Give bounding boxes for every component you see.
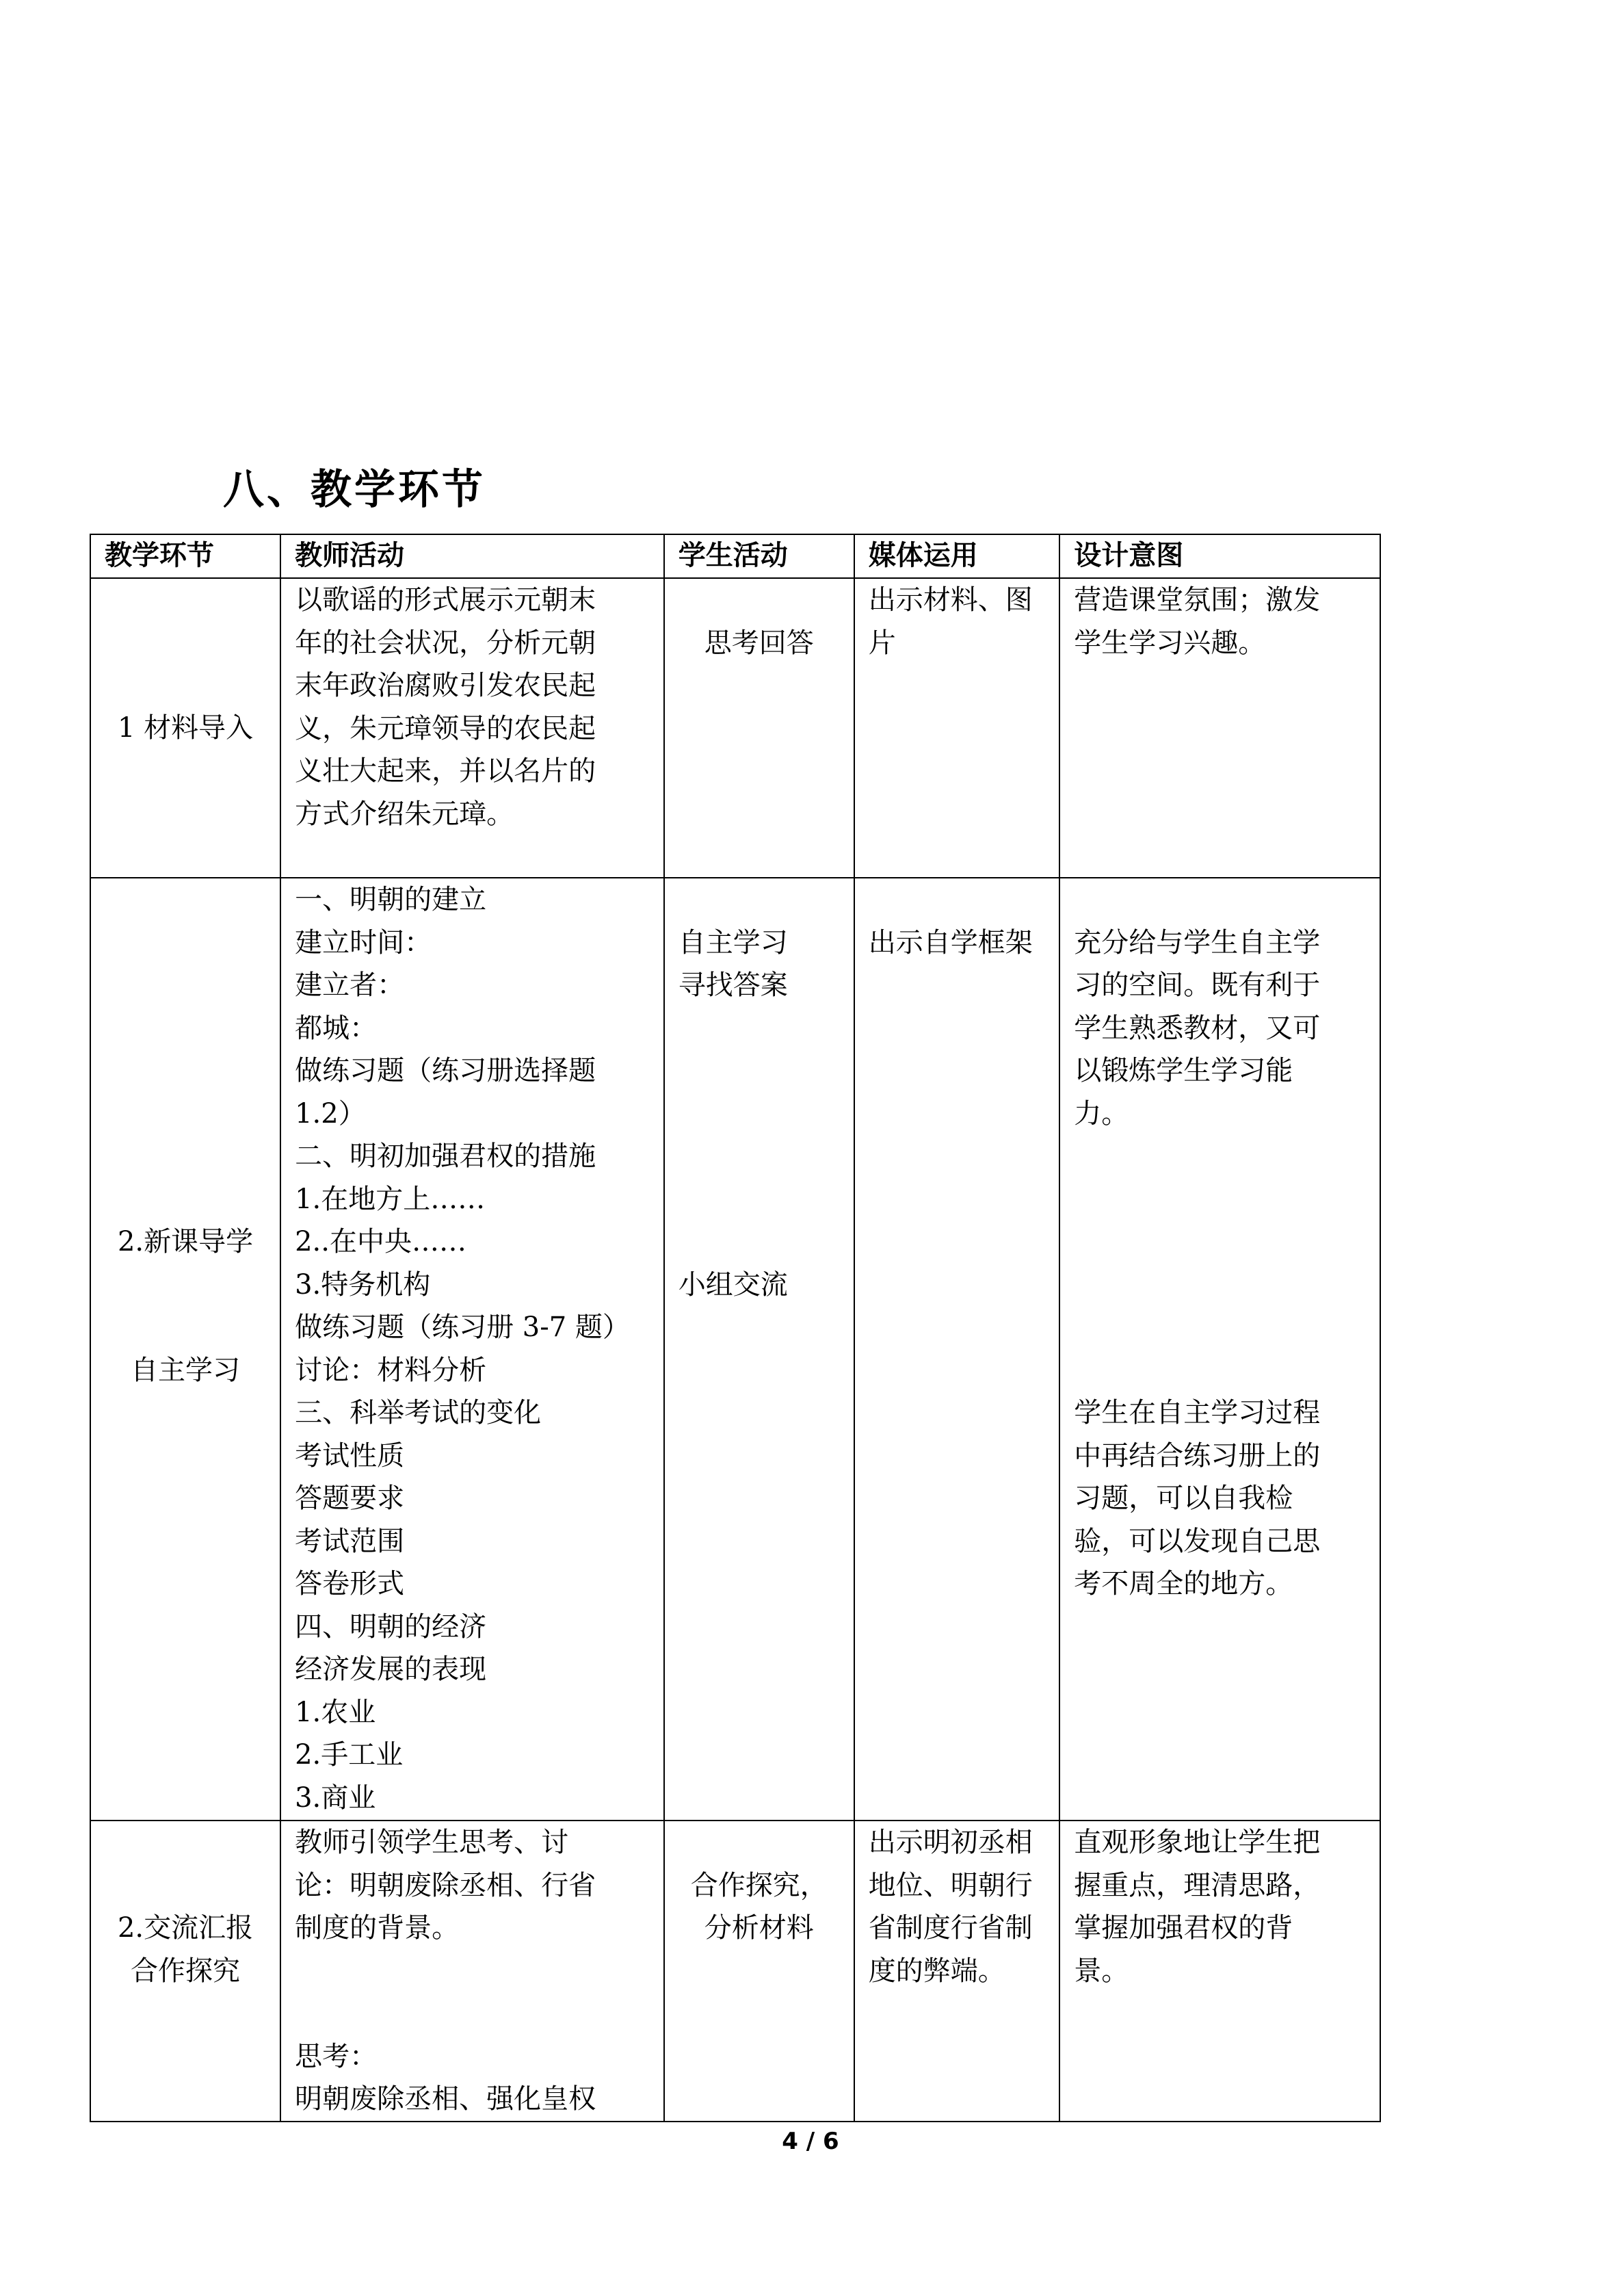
table-row [90, 1821, 1380, 2122]
text-line: 验，可以发现自己思 [1074, 1525, 1321, 1557]
stage-cell [90, 878, 280, 1821]
student-activity-cell [664, 878, 854, 1821]
text-line: 建立者： [295, 969, 405, 1001]
stage-label: 2.新课导学 [117, 1226, 254, 1257]
media-cell [854, 878, 1060, 1821]
text-line: 习的空间。既有利于 [1074, 969, 1321, 1001]
text-line: 3.特务机构 [295, 1268, 431, 1301]
text-line: 握重点，理清思路， [1074, 1869, 1321, 1901]
text-line: 片 [868, 627, 896, 659]
text-line: 1.农业 [295, 1696, 376, 1728]
teacher-activity-cell [280, 878, 664, 1821]
section-title: 八、教学环节 [223, 466, 486, 514]
text-line: 年的社会状况，分析元朝 [295, 627, 596, 659]
text-line: 分析材料 [704, 1912, 814, 1944]
text-line: 习题，可以自我检 [1074, 1483, 1293, 1514]
text-line: 直观形象地让学生把 [1074, 1827, 1321, 1858]
design-intent-cell [1059, 878, 1380, 1821]
text-line: 学生熟悉教材，又可 [1074, 1012, 1321, 1044]
media-cell [854, 578, 1060, 878]
text-line: 建立时间： [295, 926, 432, 958]
text-line: 学生学习兴趣。 [1074, 627, 1266, 659]
text-line: 2.手工业 [295, 1739, 404, 1771]
table-row [90, 578, 1380, 878]
page-number: 4 / 6 [782, 2128, 839, 2155]
text-line: 做练习题（练习册选择题 [295, 1055, 596, 1086]
text-line: 明朝废除丞相、强化皇权 [295, 2083, 596, 2115]
text-line: 一、明朝的建立 [295, 884, 487, 915]
text-line: 制度的背景。 [295, 1912, 460, 1944]
text-line: 学生在自主学习过程 [1074, 1397, 1321, 1429]
text-line: 思考： [295, 2040, 378, 2072]
header-media: 媒体运用 [854, 534, 1060, 578]
stage-cell [90, 1821, 280, 2122]
text-line: 力。 [1074, 1097, 1129, 1130]
stage-label: 1 材料导入 [117, 712, 254, 744]
design-intent-cell [1059, 1821, 1380, 2122]
text-line: 教师引领学生思考、讨 [295, 1827, 569, 1858]
text-line: 以锻炼学生学习能 [1074, 1055, 1293, 1086]
teacher-activity-cell [280, 1821, 664, 2122]
table-header-row [90, 534, 1380, 578]
design-intent-cell [1059, 578, 1380, 878]
text-line: 寻找答案 [678, 969, 788, 1001]
text-line: 四、明朝的经济 [295, 1610, 487, 1643]
text-line: 地位、明朝行 [868, 1869, 1033, 1901]
text-line: 合作探究， [690, 1869, 828, 1901]
text-line: 1.在地方上…… [295, 1183, 486, 1215]
teaching-plan-table [90, 534, 1381, 2122]
table-row [90, 878, 1380, 1821]
text-line: 3.商业 [295, 1782, 376, 1814]
text-line: 景。 [1074, 1955, 1129, 1987]
header-student-activity: 学生活动 [664, 534, 854, 578]
text-line: 出示材料、图 [868, 584, 1033, 616]
student-activity-cell [664, 1821, 854, 2122]
text-line: 中再结合练习册上的 [1074, 1439, 1321, 1472]
text-line: 二、明初加强君权的措施 [295, 1140, 596, 1172]
text-line: 考试性质 [295, 1439, 405, 1472]
teacher-activity-cell [280, 578, 664, 878]
header-teacher-activity: 教师活动 [280, 534, 664, 578]
text-line: 自主学习 [678, 926, 788, 958]
text-line: 做练习题（练习册 3-7 题） [295, 1312, 630, 1343]
text-line: 答卷形式 [295, 1568, 405, 1600]
text-line: 方式介绍朱元璋。 [295, 798, 514, 830]
stage-label: 合作探究 [131, 1955, 241, 1987]
student-activity-cell [664, 578, 854, 878]
text-line: 2..在中央…… [295, 1226, 466, 1257]
stage-label: 2.交流汇报 [117, 1912, 254, 1944]
text-line: 义，朱元璋领导的农民起 [295, 712, 596, 744]
text-line: 掌握加强君权的背 [1074, 1912, 1293, 1944]
text-line: 营造课堂氛围；激发 [1074, 584, 1321, 616]
text-line: 出示自学框架 [868, 926, 1033, 958]
stage-label: 自主学习 [131, 1354, 241, 1386]
text-line: 考不周全的地方。 [1074, 1568, 1293, 1600]
text-line: 1.2） [295, 1097, 366, 1130]
media-cell [854, 1821, 1060, 2122]
text-line: 论：明朝废除丞相、行省 [295, 1869, 596, 1901]
text-line: 义壮大起来，并以名片的 [295, 755, 596, 787]
header-stage: 教学环节 [90, 534, 280, 578]
text-line: 末年政治腐败引发农民起 [295, 670, 596, 701]
text-line: 以歌谣的形式展示元朝末 [295, 584, 596, 616]
text-line: 考试范围 [295, 1525, 405, 1557]
text-line: 充分给与学生自主学 [1074, 926, 1321, 958]
text-line: 度的弊端。 [868, 1955, 1005, 1987]
text-line: 经济发展的表现 [295, 1654, 487, 1685]
text-line: 思考回答 [704, 627, 814, 659]
text-line: 讨论：材料分析 [295, 1354, 487, 1386]
stage-cell [90, 578, 280, 878]
text-line: 都城： [295, 1012, 378, 1044]
text-line: 答题要求 [295, 1483, 405, 1514]
text-line: 出示明初丞相 [868, 1827, 1033, 1858]
header-design-intent: 设计意图 [1059, 534, 1380, 578]
text-line: 小组交流 [678, 1268, 788, 1301]
text-line: 省制度行省制 [868, 1912, 1033, 1944]
text-line: 三、科举考试的变化 [295, 1397, 542, 1429]
